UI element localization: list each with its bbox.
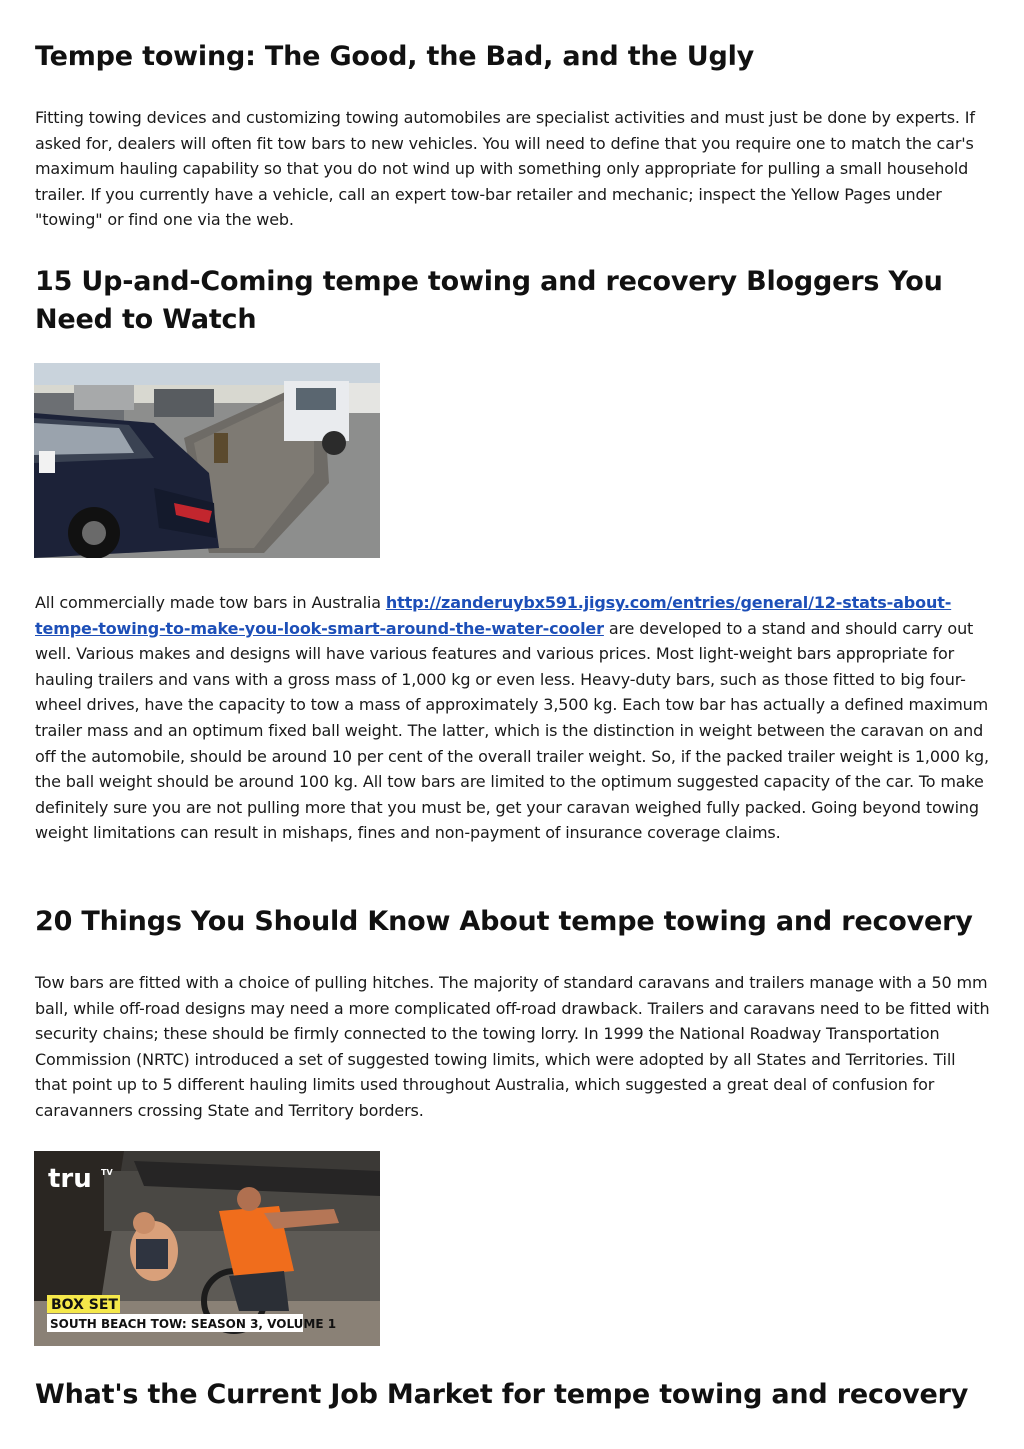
box-set-badge: BOX SET xyxy=(51,1297,118,1313)
paragraph-commercial-tow-bars-rest: are developed to a stand and should carry out well. Various makes and designs will have various features and various prices. Most light-weight bars appropriate for hauling trailers and vans with a gross mass of 1,000 kg or even less. Heavy-duty bars, such as those fitted to big four-wheel drives, have the capacity to tow a mass of approximately 3,500 kg. Each tow bar has actually a defined maximum trailer mass and an optimum fixed ball weight. The latter, which is the distinction in weight between the caravan on and off the automobile, should be around 10 per cent of the overall trailer weight. So, if the packed trailer weight is 1,000 kg, the ball weight should be around 100 kg. All tow bars are limited to the optimum suggested capacity of the car. To make definitely sure you are not pulling more that you must be, get your caravan weighed fully packed. Going beyond towing weight limitations can result in mishaps, fines and non-payment of insurance coverage claims. xyxy=(35,618,989,843)
heading-20-things: 20 Things You Should Know About tempe towing and recovery xyxy=(35,906,973,937)
paragraph-commercial-tow-bars xyxy=(35,590,990,846)
south-beach-tow-photo xyxy=(34,1151,380,1346)
south-beach-tow-caption: SOUTH BEACH TOW: SEASON 3, VOLUME 1 xyxy=(50,1317,337,1331)
trutv-logo: tru xyxy=(48,1164,92,1194)
paragraph-fitting-devices: Fitting towing devices and customizing towing automobiles are specialist activities and must just be done by experts. If asked for, dealers will often fit tow bars to new vehicles. You will need to define that you require one to match the car's maximum hauling capability so that you do not wind up with something only appropriate for pulling a small household trailer. If you currently have a vehicle, call an expert tow-bar retailer and mechanic; inspect the Yellow Pages under "towing" or find one via the web. xyxy=(35,108,975,230)
trutv-logo-tv: TV xyxy=(101,1168,113,1177)
heading-tempe-towing: Tempe towing: The Good, the Bad, and the Ugly xyxy=(35,41,755,72)
paragraph-pulling-hitches: Tow bars are fitted with a choice of pulling hitches. The majority of standard caravans and trailers manage with a 50 mm ball, while off-road designs may need a more complicated off-road drawback. Trailers and caravans need to be fitted with security chains; these should be firmly connected to the towing lorry. In 1999 the National Roadway Transportation Commission (NRTC) introduced a set of suggested towing limits, which were adopted by all States and Territories. Till that point up to 5 different hauling limits used throughout Australia, which suggested a great deal of confusion for caravanners crossing State and Territory borders. xyxy=(35,973,990,1120)
paragraph-commercial-tow-bars-intro: All commercially made tow bars in Australia xyxy=(35,593,386,612)
tow-truck-photo xyxy=(34,363,380,558)
heading-job-market: What's the Current Job Market for tempe towing and recovery xyxy=(35,1379,969,1410)
heading-bloggers: 15 Up-and-Coming tempe towing and recovery Bloggers You Need to Watch xyxy=(35,266,943,335)
jigsy-article-link[interactable]: http://zanderuybx591.jigsy.com/entries/general/12-stats-about-tempe-towing-to-make-you-look-smart-around-the-water-cooler xyxy=(35,593,952,638)
